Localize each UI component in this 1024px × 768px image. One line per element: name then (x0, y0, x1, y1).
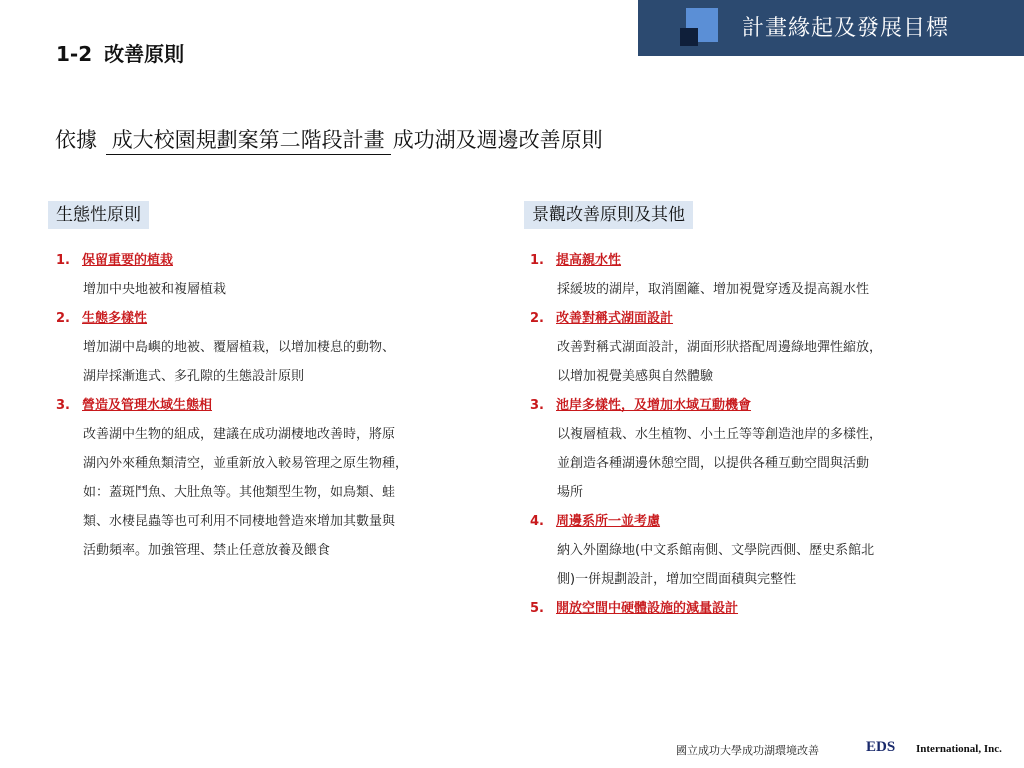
footer-company: International, Inc. (916, 743, 1002, 755)
left-principles-list (56, 250, 496, 569)
list-item (530, 598, 970, 627)
item-number: 2. (56, 311, 70, 326)
item-heading (530, 395, 970, 424)
item-number: 5. (530, 601, 544, 616)
item-title: 池岸多樣性，及增加水域互動機會 (556, 398, 752, 413)
right-principles-list (530, 250, 970, 627)
item-description-line: 改善湖中生物的組成，建議在成功湖棲地改善時，將原 (83, 427, 396, 442)
item-heading (56, 395, 496, 424)
item-heading (56, 308, 496, 337)
right-column-heading: 景觀改善原則及其他 (524, 201, 693, 229)
item-description-line: 湖岸採漸進式、多孔隙的生態設計原則 (83, 369, 305, 384)
item-title: 改善對稱式湖面設計 (556, 311, 674, 326)
section-number: 1-2 (56, 42, 93, 66)
left-column-heading: 生態性原則 (48, 201, 149, 229)
item-title: 周邊系所一並考慮 (556, 514, 661, 529)
list-item (530, 250, 970, 308)
header-title: 計畫緣起及發展目標 (742, 16, 950, 41)
subtitle-prefix: 依據 (55, 128, 97, 152)
item-title: 生態多樣性 (82, 311, 148, 326)
header-banner (638, 0, 1024, 56)
item-title: 營造及管理水域生態相 (82, 398, 213, 413)
item-description-line: 納入外圍綠地(中文系館南側、文學院西側、歷史系館北 (557, 543, 875, 558)
item-description-line: 增加中央地被和複層植栽 (83, 282, 227, 297)
item-description-line: 改善對稱式湖面設計，湖面形狀搭配周邊綠地彈性縮放， (557, 340, 883, 355)
item-number: 1. (530, 253, 544, 268)
subtitle-suffix: 成功湖及週邊改善原則 (392, 128, 603, 152)
item-number: 3. (56, 398, 70, 413)
item-description-line: 增加湖中島嶼的地被、覆層植栽，以增加棲息的動物、 (83, 340, 396, 355)
item-description-line: 以複層植栽、水生植物、小土丘等等創造池岸的多樣性， (557, 427, 883, 442)
item-number: 4. (530, 514, 544, 529)
item-title: 開放空間中硬體設施的減量設計 (556, 601, 739, 616)
item-description-line: 場所 (557, 485, 584, 500)
footer-brand-logo: EDS (866, 739, 896, 755)
subtitle (55, 124, 603, 155)
banner-square-dark-icon (680, 28, 698, 46)
item-description-line: 類、水棲昆蟲等也可利用不同棲地營造來增加其數量與 (83, 514, 396, 529)
list-item (56, 250, 496, 308)
item-title: 提高親水性 (556, 253, 622, 268)
item-heading (530, 250, 970, 279)
item-title: 保留重要的植栽 (82, 253, 174, 268)
item-description-line: 湖內外來種魚類清空，並重新放入較易管理之原生物種， (83, 456, 409, 471)
list-item (530, 308, 970, 395)
item-number: 2. (530, 311, 544, 326)
section-title (56, 38, 184, 67)
list-item (56, 395, 496, 569)
item-description-line: 並創造各種湖邊休憩空間，以提供各種互動空間與活動 (557, 456, 870, 471)
item-description-line: 以增加視覺美感與自然體驗 (557, 369, 714, 384)
section-heading: 改善原則 (104, 42, 185, 66)
list-item (530, 511, 970, 598)
item-heading (530, 511, 970, 540)
item-description-line: 活動頻率。加強管理、禁止任意放養及餵食 (83, 543, 331, 558)
item-description-line: 如：蓋斑鬥魚、大肚魚等。其他類型生物，如鳥類、蛙 (83, 485, 396, 500)
item-heading (530, 598, 970, 627)
item-description-line: 側)一併規劃設計，增加空間面積與完整性 (557, 572, 797, 587)
list-item (530, 395, 970, 511)
item-number: 1. (56, 253, 70, 268)
item-heading (56, 250, 496, 279)
item-heading (530, 308, 970, 337)
subtitle-plan-name: 成大校園規劃案第二階段計畫 (106, 124, 391, 155)
item-description-line: 採緩坡的湖岸，取消圍籬、增加視覺穿透及提高親水性 (557, 282, 870, 297)
item-number: 3. (530, 398, 544, 413)
list-item (56, 308, 496, 395)
footer-project-name: 國立成功大學成功湖環境改善 (676, 744, 819, 757)
